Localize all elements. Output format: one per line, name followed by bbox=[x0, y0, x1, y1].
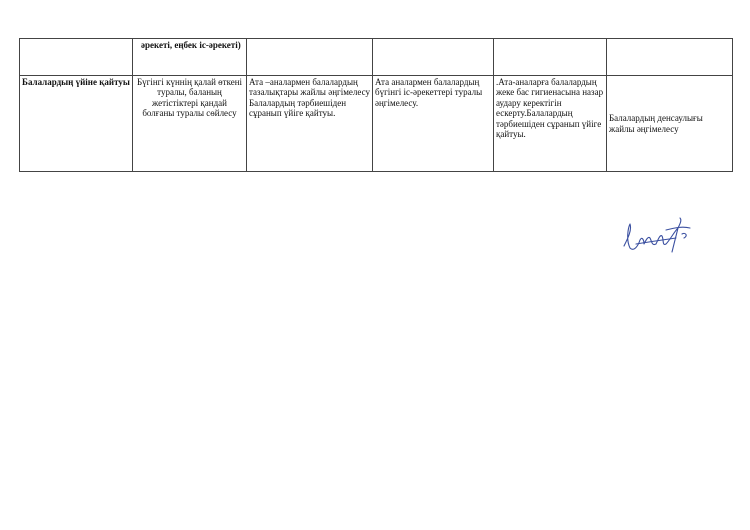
table-cell: әрекеті, еңбек іс-әрекеті) bbox=[133, 39, 247, 76]
table-cell bbox=[20, 39, 133, 76]
table-cell: Бүгінгі күннің қалай өткені туралы, баланың жетістіктері қандай болғаны туралы сөйлесу bbox=[133, 76, 247, 172]
table-cell bbox=[373, 39, 494, 76]
table-cell: Ата аналармен балалардың бүгінгі іс-әрекеттері туралы әңгімелесу. bbox=[373, 76, 494, 172]
plan-table bbox=[19, 38, 733, 172]
signature-icon bbox=[618, 210, 698, 260]
table-cell bbox=[607, 39, 733, 76]
table-cell bbox=[494, 39, 607, 76]
table-cell: Ата –аналармен балалардың тазалықтары жайлы әңгімелесу Балалардың тәрбиешіден сұранып үйіге қайтуы. bbox=[247, 76, 373, 172]
table-cell: .Ата-аналарға балалардың жеке бас гигиенасына назар аудару керектігін ескерту.Балалардың тәрбиешіден сұранып үйіге қайтуы. bbox=[494, 76, 607, 172]
table-row bbox=[20, 76, 733, 172]
row-heading: Балалардың үйіне қайтуы bbox=[20, 76, 133, 172]
table-row bbox=[20, 39, 733, 76]
table-cell bbox=[247, 39, 373, 76]
table-cell: Балалардың денсаулығы жайлы әңгімелесу bbox=[607, 76, 733, 172]
